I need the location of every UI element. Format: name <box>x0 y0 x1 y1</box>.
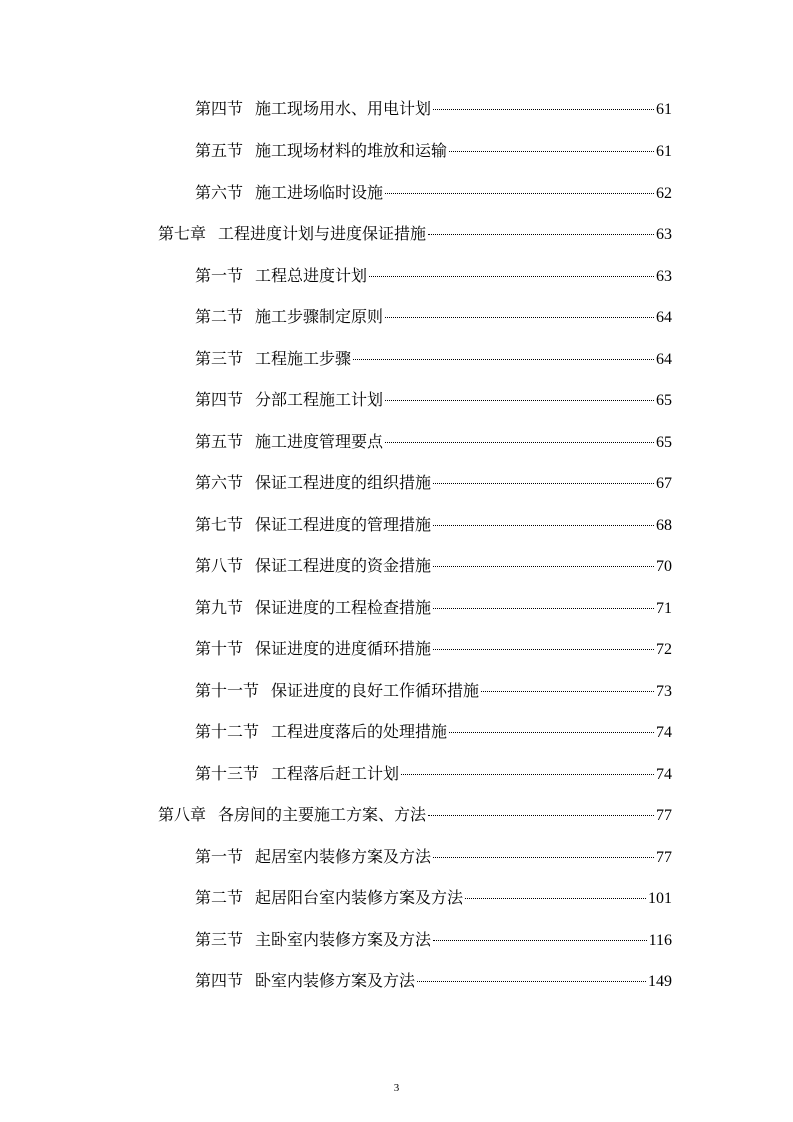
toc-entry-label: 第一节 <box>195 266 244 285</box>
toc-entry-title: 保证进度的进度循环措施 <box>255 639 432 658</box>
toc-entry-page: 71 <box>656 600 672 617</box>
toc-entry-label: 第十节 <box>195 639 244 658</box>
toc-leader-dots <box>417 981 646 982</box>
toc-leader-dots <box>385 400 654 401</box>
toc-leader-dots <box>433 566 654 567</box>
toc-entry[interactable] <box>195 719 672 745</box>
toc-entry-label: 第九节 <box>195 598 244 617</box>
toc-entry[interactable] <box>195 595 672 621</box>
toc-entry-title: 施工现场用水、用电计划 <box>255 99 432 118</box>
toc-entry-page: 77 <box>656 849 672 866</box>
toc-entry-page: 62 <box>656 185 672 202</box>
toc-entry-title: 起居阳台室内装修方案及方法 <box>255 888 464 907</box>
page-number: 3 <box>393 1082 400 1094</box>
toc-entry-label: 第二节 <box>195 888 244 907</box>
toc-entry-title: 工程进度落后的处理措施 <box>271 722 448 741</box>
toc-entry-page: 101 <box>648 890 672 907</box>
toc-chapter-entry[interactable] <box>158 221 672 247</box>
toc-entry[interactable] <box>195 636 672 662</box>
toc-entry-label: 第六节 <box>195 473 244 492</box>
toc-entry-page: 72 <box>656 641 672 658</box>
toc-entry-page: 73 <box>656 683 672 700</box>
toc-entry[interactable] <box>195 512 672 538</box>
toc-entry-label: 第七节 <box>195 515 244 534</box>
toc-entry[interactable] <box>195 429 672 455</box>
toc-entry[interactable] <box>195 180 672 206</box>
toc-entry-label: 第四节 <box>195 390 244 409</box>
toc-entry-title: 工程落后赶工计划 <box>271 764 400 783</box>
toc-entry-title: 各房间的主要施工方案、方法 <box>218 805 427 824</box>
toc-entry-title: 起居室内装修方案及方法 <box>255 847 432 866</box>
toc-entry-page: 61 <box>656 101 672 118</box>
toc-entry-title: 主卧室内装修方案及方法 <box>255 930 432 949</box>
toc-entry-label: 第十三节 <box>195 764 260 783</box>
toc-entry-page: 65 <box>656 434 672 451</box>
toc-entry[interactable] <box>195 346 672 372</box>
toc-leader-dots <box>433 109 654 110</box>
toc-entry[interactable] <box>195 138 672 164</box>
toc-chapter-entry[interactable] <box>158 802 672 828</box>
toc-entry-page: 63 <box>656 226 672 243</box>
toc-entry[interactable] <box>195 927 672 953</box>
toc-leader-dots <box>433 857 654 858</box>
toc-entry-page: 61 <box>656 143 672 160</box>
toc-entry-title: 保证进度的工程检查措施 <box>255 598 432 617</box>
toc-entry-page: 74 <box>656 766 672 783</box>
toc-entry-page: 149 <box>648 973 672 990</box>
toc-entry-label: 第十一节 <box>195 681 260 700</box>
toc-entry[interactable] <box>195 885 672 911</box>
toc-entry-title: 卧室内装修方案及方法 <box>255 971 416 990</box>
toc-entry[interactable] <box>195 263 672 289</box>
toc-leader-dots <box>385 193 654 194</box>
toc-entry-title: 保证工程进度的组织措施 <box>255 473 432 492</box>
toc-entry-title: 施工进度管理要点 <box>255 432 384 451</box>
toc-entry-title: 施工现场材料的堆放和运输 <box>255 141 448 160</box>
toc-entry-label: 第一节 <box>195 847 244 866</box>
toc-leader-dots <box>433 608 654 609</box>
toc-leader-dots <box>401 774 654 775</box>
toc-entry-page: 116 <box>648 932 672 949</box>
toc-leader-dots <box>433 483 654 484</box>
toc-leader-dots <box>449 732 654 733</box>
toc-leader-dots <box>449 151 654 152</box>
toc-entry[interactable] <box>195 968 672 994</box>
toc-entry-page: 65 <box>656 392 672 409</box>
toc-entry-label: 第三节 <box>195 930 244 949</box>
toc-leader-dots <box>465 898 646 899</box>
toc-leader-dots <box>369 276 654 277</box>
toc-entry[interactable] <box>195 844 672 870</box>
toc-entry[interactable] <box>195 96 672 122</box>
toc-entry-title: 施工步骤制定原则 <box>255 307 384 326</box>
toc-entry-title: 工程进度计划与进度保证措施 <box>218 224 427 243</box>
toc-entry-title: 工程施工步骤 <box>255 349 352 368</box>
toc-entry[interactable] <box>195 678 672 704</box>
toc-entry[interactable] <box>195 553 672 579</box>
toc-entry-label: 第八节 <box>195 556 244 575</box>
toc-entry-page: 70 <box>656 558 672 575</box>
toc-entry-label: 第十二节 <box>195 722 260 741</box>
toc-entry-label: 第六节 <box>195 183 244 202</box>
toc-entry-page: 74 <box>656 724 672 741</box>
toc-entry-page: 63 <box>656 268 672 285</box>
toc-entry-label: 第七章 <box>158 224 207 243</box>
toc-entry-title: 分部工程施工计划 <box>255 390 384 409</box>
toc-entry[interactable] <box>195 387 672 413</box>
toc-entry[interactable] <box>195 470 672 496</box>
toc-entry-page: 64 <box>656 309 672 326</box>
toc-entry-label: 第四节 <box>195 99 244 118</box>
toc-entry[interactable] <box>195 304 672 330</box>
toc-leader-dots <box>385 317 654 318</box>
toc-entry-label: 第八章 <box>158 805 207 824</box>
toc-entry-label: 第四节 <box>195 971 244 990</box>
toc-entry-title: 保证工程进度的管理措施 <box>255 515 432 534</box>
toc-entry-title: 保证进度的良好工作循环措施 <box>271 681 480 700</box>
toc-entry[interactable] <box>195 761 672 787</box>
toc-entry-title: 保证工程进度的资金措施 <box>255 556 432 575</box>
toc-entry-page: 77 <box>656 807 672 824</box>
toc-entry-label: 第三节 <box>195 349 244 368</box>
toc-leader-dots <box>428 234 654 235</box>
toc-leader-dots <box>353 359 654 360</box>
toc-entry-label: 第五节 <box>195 432 244 451</box>
toc-entry-label: 第二节 <box>195 307 244 326</box>
toc-entry-title: 工程总进度计划 <box>255 266 368 285</box>
toc-entry-page: 64 <box>656 351 672 368</box>
toc-leader-dots <box>433 940 647 941</box>
toc-leader-dots <box>433 525 654 526</box>
toc-leader-dots <box>433 649 654 650</box>
toc-entry-page: 68 <box>656 517 672 534</box>
toc-entry-page: 67 <box>656 475 672 492</box>
toc-entry-title: 施工进场临时设施 <box>255 183 384 202</box>
toc-leader-dots <box>428 815 654 816</box>
toc-leader-dots <box>385 442 654 443</box>
toc-leader-dots <box>481 691 654 692</box>
toc-entry-label: 第五节 <box>195 141 244 160</box>
